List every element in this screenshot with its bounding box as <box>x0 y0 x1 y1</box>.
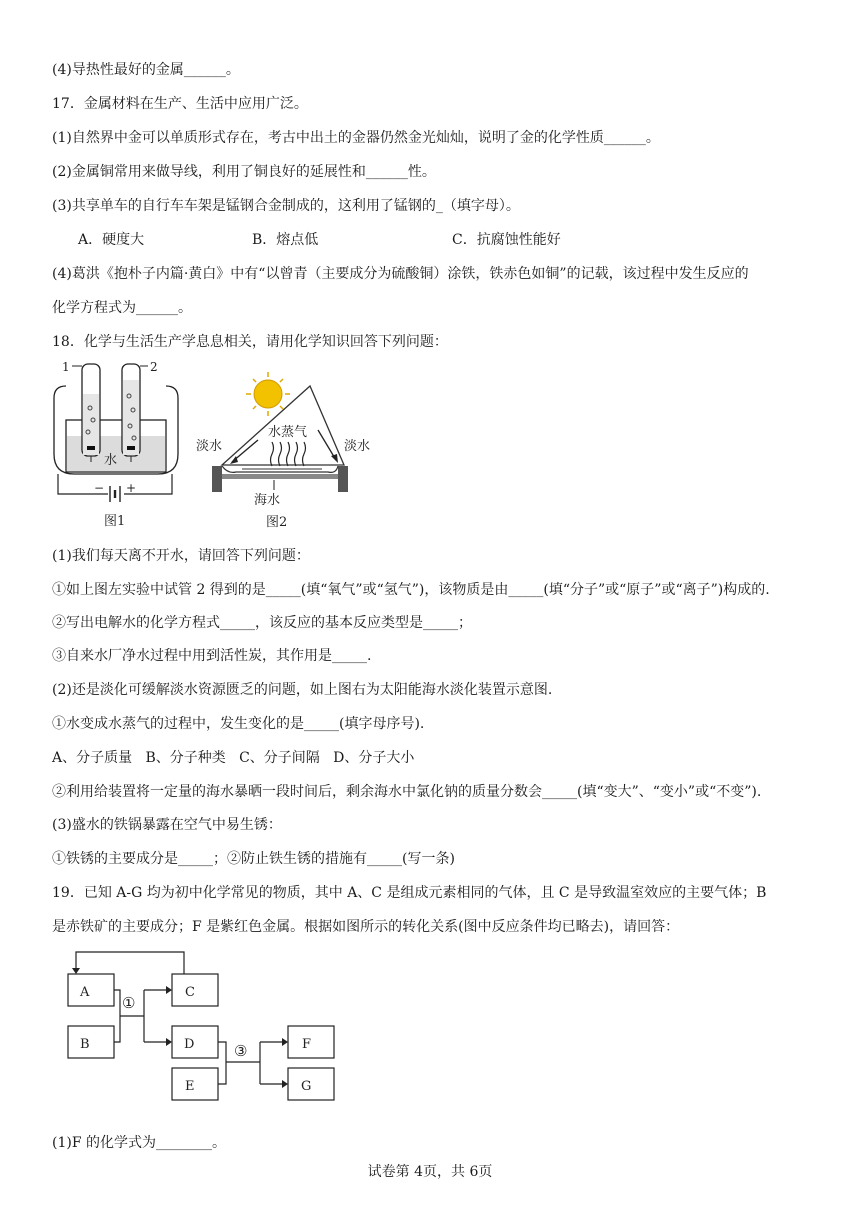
q17-option-c: C．抗腐蚀性能好 <box>452 232 561 248</box>
q17-stem: 17．金属材料在生产、生活中应用广泛。 <box>52 96 308 112</box>
q18-sub3: (3)盛水的铁锅暴露在空气中易生锈： <box>52 817 282 833</box>
q17-part2: (2)金属铜常用来做导线，利用了铜良好的延展性和______性。 <box>52 164 436 180</box>
q17-part3: (3)共享单车的自行车车架是锰钢合金制成的，这利用了锰钢的_（填字母）。 <box>52 198 520 214</box>
q18-sub2-options: A、分子质量 B、分子种类 C、分子间隔 D、分子大小 <box>52 750 415 766</box>
node-g: G <box>301 1079 312 1094</box>
conversion-diagram <box>60 948 360 1108</box>
node-e: E <box>185 1079 195 1094</box>
fresh-water-left-label: 淡水 <box>196 439 223 454</box>
q18-stem: 18．化学与生活生产学息息相关，请用化学知识回答下列问题： <box>52 334 448 350</box>
q18-sub1c: ③自来水厂净水过程中用到活性炭，其作用是_____. <box>52 648 372 664</box>
vapor-label: 水蒸气 <box>268 425 308 440</box>
tube2-label: 2 <box>150 360 158 374</box>
sea-water-label: 海水 <box>254 493 281 508</box>
figure1-caption: 图1 <box>104 514 126 529</box>
desalination-figure <box>192 370 382 530</box>
node-b: B <box>80 1037 90 1052</box>
plus-sign: + <box>126 481 137 495</box>
page-footer: 试卷第 4页，共 6页 <box>367 1164 493 1180</box>
q19-part1: (1)F 的化学式为________。 <box>52 1135 226 1151</box>
q17-option-a: A．硬度大 <box>78 232 145 248</box>
q19-stem-line1: 19．已知 A-G 均为初中化学常见的物质，其中 A、C 是组成元素相同的气体，且 C 是导致温室效应的主要气体；B <box>52 885 767 901</box>
reaction-3-marker: ③ <box>234 1042 248 1060</box>
q16-item4: (4)导热性最好的金属______。 <box>52 62 240 78</box>
node-f: F <box>302 1037 312 1052</box>
reaction-1-marker: ① <box>122 994 136 1012</box>
q18-sub1: (1)我们每天离不开水，请回答下列问题： <box>52 548 310 564</box>
q18-sub2b: ②利用给装置将一定量的海水暴晒一段时间后，剩余海水中氯化钠的质量分数会_____(填“变大”、“变小”或“不变”). <box>52 784 762 800</box>
q18-sub3a: ①铁锈的主要成分是_____；②防止铁生锈的措施有_____(写一条) <box>52 851 455 867</box>
q17-part4-line1: (4)葛洪《抱朴子内篇·黄白》中有“以曾青（主要成分为硫酸铜）涂铁，铁赤色如铜”的记载，该过程中发生反应的 <box>52 266 749 282</box>
q17-part4-line2: 化学方程式为______。 <box>52 300 192 316</box>
q19-stem-line2: 是赤铁矿的主要成分；F 是紫红色金属。根据如图所示的转化关系(图中反应条件均已略去)，请回答： <box>52 919 680 935</box>
minus-sign: − <box>94 481 105 495</box>
q18-sub2a: ①水变成水蒸气的过程中，发生变化的是_____(填字母序号). <box>52 716 425 732</box>
electrolysis-figure <box>52 358 182 530</box>
fresh-water-right-label: 淡水 <box>344 439 371 454</box>
node-d: D <box>184 1037 195 1052</box>
q18-sub1a: ①如上图左实验中试管 2 得到的是_____(填“氧气”或“氢气”)，该物质是由_____(填“分子”或“原子”或“离子”)构成的. <box>52 582 770 598</box>
tube1-label: 1 <box>62 360 70 374</box>
q17-option-b: B．熔点低 <box>252 232 319 248</box>
q17-part1: (1)自然界中金可以单质形式存在，考古中出土的金器仍然金光灿灿，说明了金的化学性质______。 <box>52 130 660 146</box>
node-c: C <box>185 985 195 1000</box>
q18-sub1b: ②写出电解水的化学方程式_____，该反应的基本反应类型是_____； <box>52 615 472 631</box>
q18-sub2: (2)还是淡化可缓解淡水资源匮乏的问题，如上图右为太阳能海水淡化装置示意图. <box>52 682 553 698</box>
figure2-caption: 图2 <box>266 515 288 530</box>
node-a: A <box>80 985 90 1000</box>
water-label: 水 <box>104 453 118 468</box>
